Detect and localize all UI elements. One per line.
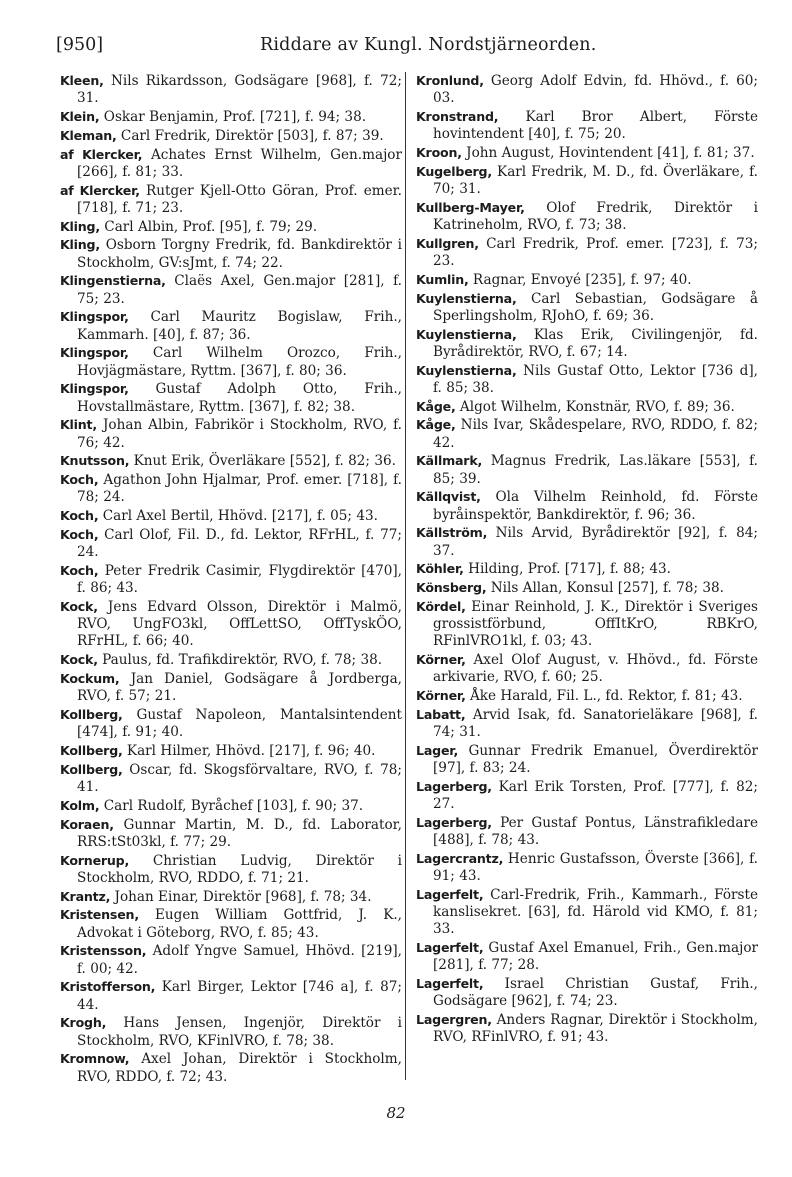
entry-surname: Kåge,	[416, 417, 456, 433]
entry-surname: Kling,	[60, 218, 100, 234]
list-item	[60, 308, 402, 343]
list-item	[60, 562, 402, 597]
entry-surname: Koraen,	[60, 816, 114, 832]
entry-surname: Kockum,	[60, 670, 120, 686]
entry-surname: Lagerfelt,	[416, 886, 484, 902]
entry-surname: Lagercrantz,	[416, 850, 504, 866]
list-item	[416, 362, 758, 397]
page-folio: 82	[386, 1104, 406, 1122]
entry-surname: Körner,	[416, 652, 466, 668]
entry-surname: Koch,	[60, 526, 99, 542]
list-item	[60, 816, 402, 851]
entry-surname: Klein,	[60, 109, 100, 124]
entry-details: Nils Rikardsson, Godsägare [968], f. 72; 31.	[77, 73, 402, 107]
entry-surname: Kronlund,	[416, 73, 484, 88]
entry-details: Claës Axel, Gen.major [281], f. 75; 23.	[77, 273, 402, 307]
entry-details: Oscar, fd. Skogsförvaltare, RVO, f. 78; 41.	[77, 761, 402, 795]
list-item	[416, 199, 758, 234]
list-item	[60, 452, 402, 470]
list-item	[60, 1014, 402, 1049]
entry-surname: Källström,	[416, 525, 488, 541]
entry-surname: Kristensen,	[60, 907, 139, 923]
entry-surname: Kleman,	[60, 127, 117, 143]
list-item	[60, 852, 402, 887]
list-item	[60, 182, 402, 217]
entry-surname: Kock,	[60, 598, 98, 614]
entry-details: Hilding, Prof. [717], f. 88; 43.	[463, 561, 672, 578]
entry-details: Axel Olof August, v. Hhövd., fd. Förste arkivarie, RVO, f. 60; 25.	[433, 652, 758, 686]
right-column	[416, 72, 758, 1047]
entry-surname: Kumlin,	[416, 271, 469, 287]
list-item	[60, 706, 402, 741]
list-item	[416, 326, 758, 361]
list-item	[60, 127, 402, 145]
entry-surname: Kock,	[60, 652, 98, 668]
list-item	[416, 975, 758, 1010]
entry-surname: af Klercker,	[60, 182, 140, 198]
entry-surname: Källqvist,	[416, 489, 481, 505]
list-item	[416, 271, 758, 289]
entry-surname: Kling,	[60, 237, 100, 253]
entry-details: Peter Fredrik Casimir, Flygdirektör [470], f. 86; 43.	[77, 562, 402, 597]
entry-surname: Kördel,	[416, 598, 466, 614]
list-item	[416, 452, 758, 487]
list-item	[60, 272, 402, 307]
entry-surname: Klingspor,	[60, 381, 129, 397]
list-item	[60, 108, 402, 126]
entry-surname: Krogh,	[60, 1015, 107, 1031]
entry-surname: Kronstrand,	[416, 109, 499, 124]
list-item	[416, 850, 758, 885]
entry-details: Nils Allan, Konsul [257], f. 78; 38.	[486, 580, 724, 597]
entry-surname: Kromnow,	[60, 1051, 130, 1067]
entry-details: Gustaf Axel Emanuel, Frih., Gen.major [281], f. 77; 28.	[433, 940, 758, 974]
list-item	[416, 886, 758, 939]
entry-surname: Källmark,	[416, 453, 483, 469]
list-item	[416, 290, 758, 325]
entry-details: Karl Birger, Lektor [746 a], f. 87; 44.	[77, 979, 402, 1013]
list-item	[416, 108, 758, 143]
entry-surname: Köhler,	[416, 561, 464, 577]
list-item	[60, 471, 402, 506]
entry-surname: Körner,	[416, 688, 466, 704]
entry-details: Achates Ernst Wilhelm, Gen.major [266], f. 81; 33.	[77, 146, 402, 180]
list-item	[416, 598, 758, 651]
entry-surname: Kleen,	[60, 73, 104, 88]
entry-details: Gunnar Fredrik Emanuel, Överdirektör [97], f. 83; 24.	[433, 742, 758, 777]
list-item	[60, 507, 402, 525]
entry-details: Georg Adolf Edvin, fd. Hhövd., f. 60; 03.	[433, 73, 758, 107]
list-item	[60, 906, 402, 941]
entry-surname: Kullgren,	[416, 235, 479, 251]
entry-details: John August, Hovintendent [41], f. 81; 37.	[461, 145, 755, 161]
entry-details: Gustaf Adolph Otto, Frih., Hovstallmästare, Ryttm. [367], f. 82; 38.	[77, 381, 402, 415]
entry-surname: Lagerberg,	[416, 814, 492, 830]
entry-details: Nils Ivar, Skådespelare, RVO, RDDO, f. 82; 42.	[433, 417, 758, 451]
entry-details: Carl Albin, Prof. [95], f. 79; 29.	[99, 218, 318, 235]
entry-details: Carl Sebastian, Godsägare å Sperlingsholm, RJohO, f. 69; 36.	[433, 290, 758, 324]
list-item	[416, 72, 758, 107]
entry-details: Arvid Isak, fd. Sanatorieläkare [968], f. 74; 31.	[433, 706, 758, 741]
list-item	[416, 778, 758, 813]
list-item	[60, 416, 402, 451]
list-item	[60, 670, 402, 705]
entry-surname: Lager,	[416, 742, 459, 758]
page-number: [950]	[56, 35, 104, 55]
list-item	[60, 651, 402, 669]
entry-surname: Kollberg,	[60, 706, 123, 722]
entry-details: Per Gustaf Pontus, Länstrafikledare [488], f. 78; 43.	[433, 814, 758, 849]
entry-details: Magnus Fredrik, Las.läkare [553], f. 85; 39.	[433, 453, 758, 487]
entry-details: Hans Jensen, Ingenjör, Direktör i Stockholm, RVO, KFinlVRO, f. 78; 38.	[77, 1015, 402, 1049]
entry-details: Algot Wilhelm, Konstnär, RVO, f. 89; 36.	[455, 398, 735, 415]
entry-details: Gunnar Martin, M. D., fd. Laborator, RRS:tSt03kl, f. 77; 29.	[77, 816, 402, 850]
entry-details: Karl Erik Torsten, Prof. [777], f. 82; 27.	[433, 778, 758, 813]
entry-surname: Lagergren,	[416, 1012, 492, 1028]
entry-details: Johan Einar, Direktör [968], f. 78; 34.	[110, 888, 372, 905]
list-item	[416, 560, 758, 578]
entry-surname: Kuylenstierna,	[416, 290, 517, 306]
entry-surname: Kullberg-Mayer,	[416, 199, 525, 215]
list-item	[416, 416, 758, 451]
list-item	[60, 344, 402, 379]
list-item	[416, 706, 758, 741]
list-item	[416, 651, 758, 686]
entry-surname: Kollberg,	[60, 742, 123, 758]
column-divider	[405, 72, 406, 1080]
entry-surname: Kristensson,	[60, 943, 147, 959]
entry-surname: Kroon,	[416, 145, 462, 160]
entry-details: Paulus, fd. Trafikdirektör, RVO, f. 78; 38.	[97, 652, 383, 669]
entry-details: Jens Edvard Olsson, Direktör i Malmö, RVO, UngFO3kl, OffLettSO, OffTyskÖO, RFrHL, f. 66; 40.	[77, 598, 402, 650]
entry-details: Ragnar, Envoyé [235], f. 97; 40.	[468, 271, 692, 288]
entry-surname: af Klercker,	[60, 146, 143, 162]
entry-surname: Kugelberg,	[416, 163, 492, 179]
list-item	[416, 814, 758, 849]
entry-details: Karl Hilmer, Hhövd. [217], f. 96; 40.	[122, 742, 376, 759]
list-item	[416, 398, 758, 416]
entry-details: Carl Fredrik, Direktör [503], f. 87; 39.	[116, 127, 384, 144]
entry-details: Osborn Torgny Fredrik, fd. Bankdirektör i Stockholm, GV:sJmt, f. 74; 22.	[77, 237, 402, 271]
entry-details: Klas Erik, Civilingenjör, fd. Byrådirektör, RVO, f. 67; 14.	[433, 326, 758, 360]
entry-surname: Koch,	[60, 508, 99, 524]
list-item	[60, 236, 402, 271]
list-item	[60, 797, 402, 815]
list-item	[60, 526, 402, 561]
list-item	[416, 1011, 758, 1046]
left-column	[60, 72, 402, 1086]
list-item	[60, 1050, 402, 1085]
page-title: Riddare av Kungl. Nordstjärneorden.	[260, 35, 597, 55]
list-item	[416, 235, 758, 270]
entry-details: Johan Albin, Fabrikör i Stockholm, RVO, f. 76; 42.	[77, 417, 402, 451]
entry-details: Karl Bror Albert, Förste hovintendent [40], f. 75; 20.	[433, 109, 758, 143]
entry-details: Jan Daniel, Godsägare å Jordberga, RVO, f. 57; 21.	[77, 670, 402, 705]
entry-details: Carl Olof, Fil. D., fd. Lektor, RFrHL, f. 77; 24.	[77, 526, 402, 561]
list-item	[60, 888, 402, 906]
entry-surname: Lagerfelt,	[416, 940, 484, 956]
entry-surname: Klingenstierna,	[60, 273, 166, 289]
entry-surname: Krantz,	[60, 888, 111, 904]
list-item	[60, 72, 402, 107]
entry-surname: Kollberg,	[60, 761, 123, 777]
list-item	[60, 146, 402, 181]
entry-surname: Labatt,	[416, 706, 466, 722]
entry-details: Eugen William Gottfrid, J. K., Advokat i Göteborg, RVO, f. 85; 43.	[77, 907, 402, 941]
entry-details: Ola Vilhelm Reinhold, fd. Förste byråinspektör, Bankdirektör, f. 96; 36.	[433, 489, 758, 523]
list-item	[416, 524, 758, 559]
entry-surname: Lagerfelt,	[416, 976, 484, 992]
list-item	[416, 687, 758, 705]
entry-surname: Knutsson,	[60, 453, 130, 469]
entry-surname: Kolm,	[60, 797, 100, 813]
entry-details: Carl Mauritz Bogislaw, Frih., Kammarh. [40], f. 87; 36.	[77, 309, 402, 343]
entry-details: Nils Gustaf Otto, Lektor [736 d], f. 85; 38.	[433, 362, 758, 396]
list-item	[416, 579, 758, 597]
entry-details: Carl Wilhelm Orozco, Frih., Hovjägmästare, Ryttm. [367], f. 80; 36.	[77, 345, 402, 379]
entry-details: Christian Ludvig, Direktör i Stockholm, RVO, RDDO, f. 71; 21.	[77, 852, 402, 886]
entry-surname: Lagerberg,	[416, 778, 492, 794]
entry-details: Axel Johan, Direktör i Stockholm, RVO, RDDO, f. 72; 43.	[77, 1051, 402, 1085]
entry-details: Adolf Yngve Samuel, Hhövd. [219], f. 00; 42.	[77, 943, 402, 977]
list-item	[60, 598, 402, 651]
entry-details: Anders Ragnar, Direktör i Stockholm, RVO, RFinlVRO, f. 91; 43.	[433, 1012, 758, 1046]
entry-details: Olof Fredrik, Direktör i Katrineholm, RVO, f. 73; 38.	[433, 199, 758, 233]
list-item	[60, 978, 402, 1013]
entry-surname: Klingspor,	[60, 345, 129, 361]
entry-details: Karl Fredrik, M. D., fd. Överläkare, f. 70; 31.	[433, 163, 758, 197]
entry-surname: Könsberg,	[416, 580, 487, 596]
list-item	[60, 761, 402, 796]
entry-details: Rutger Kjell-Otto Göran, Prof. emer. [718], f. 71; 23.	[77, 182, 403, 216]
list-item	[416, 939, 758, 974]
entry-surname: Kristofferson,	[60, 979, 156, 995]
entry-surname: Koch,	[60, 562, 99, 578]
entry-details: Agathon John Hjalmar, Prof. emer. [718], f. 78; 24.	[77, 472, 402, 506]
list-item	[416, 742, 758, 777]
list-item	[416, 488, 758, 523]
page-header	[56, 35, 756, 61]
entry-surname: Koch,	[60, 472, 99, 488]
entry-details: Knut Erik, Överläkare [552], f. 82; 36.	[129, 453, 396, 470]
list-item	[60, 218, 402, 236]
list-item	[60, 742, 402, 760]
list-item	[416, 144, 758, 162]
entry-details: Einar Reinhold, J. K., Direktör i Sveriges grossistförbund, OffItKrO, RBKrO, RFinlVRO1kl, f. 03; 43.	[433, 598, 758, 650]
entry-surname: Kåge,	[416, 398, 456, 414]
entry-details: Israel Christian Gustaf, Frih., Godsägare [962], f. 74; 23.	[433, 976, 758, 1010]
entry-details: Gustaf Napoleon, Mantalsintendent [474], f. 91; 40.	[77, 706, 402, 741]
entry-surname: Kuylenstierna,	[416, 362, 517, 378]
list-item	[416, 163, 758, 198]
entry-details: Carl Fredrik, Prof. emer. [723], f. 73; 23.	[433, 235, 758, 269]
entry-details: Carl Rudolf, Byråchef [103], f. 90; 37.	[99, 797, 364, 814]
entry-details: Nils Arvid, Byrådirektör [92], f. 84; 37.	[433, 525, 758, 559]
entry-details: Oskar Benjamin, Prof. [721], f. 94; 38.	[99, 109, 367, 125]
entry-surname: Kuylenstierna,	[416, 326, 517, 342]
entry-surname: Kornerup,	[60, 852, 130, 868]
entry-surname: Klingspor,	[60, 309, 129, 325]
entry-details: Henric Gustafsson, Överste [366], f. 91; 43.	[433, 850, 758, 885]
entry-details: Åke Harald, Fil. L., fd. Rektor, f. 81; 43.	[465, 688, 743, 705]
list-item	[60, 942, 402, 977]
entry-surname: Klint,	[60, 417, 97, 433]
entry-details: Carl-Fredrik, Frih., Kammarh., Förste kanslisekret. [63], fd. Härold vid KMO, f. 81; 33.	[433, 886, 758, 938]
list-item	[60, 380, 402, 415]
entry-details: Carl Axel Bertil, Hhövd. [217], f. 05; 43.	[98, 508, 378, 525]
